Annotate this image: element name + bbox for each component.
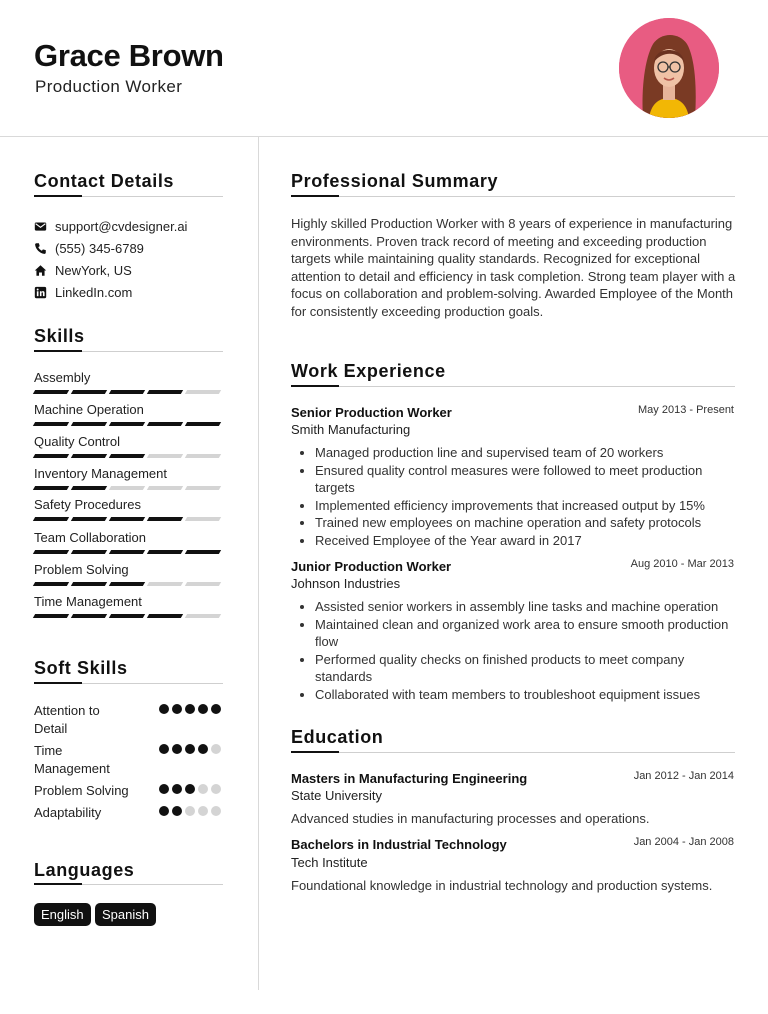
rating-dot	[172, 784, 182, 794]
skill-row	[34, 434, 223, 458]
skill-level-segment	[109, 550, 145, 554]
soft-skill-row	[34, 702, 224, 738]
rating-dot	[185, 806, 195, 816]
languages-heading: Languages	[34, 860, 135, 880]
skill-level-segment	[109, 517, 145, 521]
rating-dot	[211, 784, 221, 794]
list-item: Maintained clean and organized work area to ensure smooth production flow	[297, 616, 737, 651]
skill-level-segment	[185, 614, 221, 618]
phone-icon	[34, 242, 47, 255]
contact-email-text: support@cvdesigner.ai	[55, 219, 188, 234]
summary-heading-rule	[291, 196, 735, 197]
list-item: Performed quality checks on finished products to meet company standards	[297, 651, 737, 686]
skill-level-segment	[185, 454, 221, 458]
skill-level-segment	[185, 422, 221, 426]
job-dates: May 2013 - Present	[638, 404, 734, 416]
contact-email[interactable]	[34, 219, 187, 234]
degree-title: Masters in Manufacturing Engineering	[291, 771, 528, 786]
contact-phone-text: (555) 345-6789	[55, 241, 144, 256]
skills-heading-rule	[34, 351, 223, 352]
skill-level-segment	[71, 582, 107, 586]
language-tag-english: English	[34, 903, 91, 926]
skill-level-segment	[33, 390, 69, 394]
rating-dot	[159, 744, 169, 754]
list-item: Ensured quality control measures were followed to meet production targets	[297, 462, 737, 497]
rating-dot	[198, 806, 208, 816]
skill-level-segment	[109, 390, 145, 394]
list-item: Trained new employees on machine operation and safety protocols	[297, 514, 737, 532]
job-company: Johnson Industries	[291, 576, 401, 591]
job-bullets	[297, 598, 737, 703]
soft-skills-heading: Soft Skills	[34, 658, 128, 678]
skill-row	[34, 466, 223, 490]
skill-level-segment	[71, 390, 107, 394]
degree-description: Foundational knowledge in industrial technology and production systems.	[291, 878, 713, 893]
skill-level-segment	[185, 517, 221, 521]
skill-level-segment	[33, 486, 69, 490]
skill-row	[34, 370, 223, 394]
language-tag-spanish: Spanish	[95, 903, 156, 926]
summary-heading: Professional Summary	[291, 171, 499, 191]
rating-dot	[185, 704, 195, 714]
skill-row	[34, 497, 223, 521]
list-item: Collaborated with team members to troubleshoot equipment issues	[297, 686, 737, 704]
skill-level-segment	[33, 422, 69, 426]
skill-label: Machine Operation	[34, 402, 144, 417]
list-item: Managed production line and supervised team of 20 workers	[297, 444, 737, 462]
school-name: State University	[291, 788, 383, 803]
soft-skill-row	[34, 804, 224, 822]
skill-level-segment	[33, 582, 69, 586]
job-title: Junior Production Worker	[291, 559, 452, 574]
job-dates: Aug 2010 - Mar 2013	[630, 558, 734, 570]
rating-dot	[211, 806, 221, 816]
linkedin-icon	[34, 286, 47, 299]
experience-heading-rule	[291, 386, 735, 387]
rating-dot	[198, 744, 208, 754]
soft-skill-rating	[159, 806, 221, 816]
rating-dot	[159, 784, 169, 794]
rating-dot	[211, 744, 221, 754]
skill-level-segment	[109, 486, 145, 490]
skill-label: Problem Solving	[34, 562, 129, 577]
skill-label: Safety Procedures	[34, 497, 141, 512]
avatar	[619, 18, 719, 118]
column-divider	[258, 137, 259, 990]
skill-level-segment	[71, 517, 107, 521]
home-icon	[34, 264, 47, 277]
skill-level-segment	[71, 614, 107, 618]
skill-level-segment	[109, 422, 145, 426]
skill-level-bar	[34, 550, 223, 554]
soft-skill-rating	[159, 784, 221, 794]
soft-skill-rating	[159, 744, 221, 754]
skill-level-segment	[147, 517, 183, 521]
degree-dates: Jan 2004 - Jan 2008	[633, 836, 734, 848]
skill-level-segment	[147, 486, 183, 490]
soft-skill-label: Attention to Detail	[34, 703, 100, 736]
skill-level-segment	[71, 550, 107, 554]
education-heading: Education	[291, 727, 384, 747]
soft-skill-row	[34, 782, 224, 800]
skill-level-segment	[147, 614, 183, 618]
soft-skill-label: Problem Solving	[34, 783, 129, 798]
skills-heading: Skills	[34, 326, 85, 346]
skill-row	[34, 530, 223, 554]
contact-linkedin-text: LinkedIn.com	[55, 285, 133, 300]
skill-level-segment	[109, 614, 145, 618]
skill-level-segment	[109, 454, 145, 458]
candidate-name: Grace Brown	[34, 38, 224, 73]
rating-dot	[185, 744, 195, 754]
contact-phone[interactable]	[34, 241, 144, 256]
envelope-icon	[34, 220, 47, 233]
skill-row	[34, 402, 223, 426]
degree-description: Advanced studies in manufacturing processes and operations.	[291, 811, 650, 826]
skill-level-segment	[33, 517, 69, 521]
rating-dot	[159, 704, 169, 714]
list-item: Received Employee of the Year award in 2017	[297, 532, 737, 550]
skill-level-segment	[147, 582, 183, 586]
rating-dot	[198, 704, 208, 714]
skill-level-bar	[34, 486, 223, 490]
skill-level-bar	[34, 390, 223, 394]
skill-label: Team Collaboration	[34, 530, 147, 545]
skill-level-segment	[185, 486, 221, 490]
skill-label: Assembly	[34, 370, 91, 385]
skill-level-segment	[71, 422, 107, 426]
rating-dot	[211, 704, 221, 714]
skill-level-segment	[147, 390, 183, 394]
skill-row	[34, 594, 223, 618]
degree-dates: Jan 2012 - Jan 2014	[633, 770, 734, 782]
skill-label: Inventory Management	[34, 466, 167, 481]
soft-skills-heading-rule	[34, 683, 223, 684]
rating-dot	[198, 784, 208, 794]
contact-linkedin[interactable]	[34, 285, 132, 300]
skill-level-segment	[71, 486, 107, 490]
skill-level-segment	[33, 550, 69, 554]
skill-level-bar	[34, 454, 223, 458]
contact-location	[34, 263, 132, 278]
skill-level-segment	[185, 582, 221, 586]
contact-heading: Contact Details	[34, 171, 175, 191]
skill-label: Quality Control	[34, 434, 120, 449]
job-company: Smith Manufacturing	[291, 422, 411, 437]
job-title: Senior Production Worker	[291, 405, 452, 420]
skill-level-segment	[109, 582, 145, 586]
resume-header	[0, 0, 768, 137]
skill-level-segment	[147, 422, 183, 426]
contact-heading-rule	[34, 196, 223, 197]
skill-level-segment	[147, 454, 183, 458]
rating-dot	[172, 704, 182, 714]
skill-level-segment	[33, 454, 69, 458]
skill-level-bar	[34, 614, 223, 618]
skill-label: Time Management	[34, 594, 142, 609]
experience-heading: Work Experience	[291, 361, 446, 381]
skill-level-segment	[71, 454, 107, 458]
degree-title: Bachelors in Industrial Technology	[291, 837, 507, 852]
soft-skill-label: Time Management	[34, 743, 110, 776]
rating-dot	[172, 744, 182, 754]
skill-level-bar	[34, 582, 223, 586]
rating-dot	[185, 784, 195, 794]
contact-location-text: NewYork, US	[55, 263, 132, 278]
soft-skill-row	[34, 742, 224, 778]
soft-skill-label: Adaptability	[34, 805, 102, 820]
rating-dot	[172, 806, 182, 816]
list-item: Implemented efficiency improvements that increased output by 15%	[297, 497, 737, 515]
skill-row	[34, 562, 223, 586]
skill-level-segment	[147, 550, 183, 554]
rating-dot	[159, 806, 169, 816]
skill-level-segment	[185, 390, 221, 394]
list-item: Assisted senior workers in assembly line tasks and machine operation	[297, 598, 737, 616]
skill-level-segment	[185, 550, 221, 554]
job-bullets	[297, 444, 737, 549]
summary-text: Highly skilled Production Worker with 8 years of experience in manufacturing environments. Proven track record of meeting and exceeding production targets while maintaining quality standards. Recognized for exceptional attention to detail and efficiency in task completion. Strong team player with a focus on collaboration and problem-solving. Awarded Employee of the Month for consistently exceeding production goals.	[291, 216, 736, 319]
skill-level-segment	[33, 614, 69, 618]
soft-skill-rating	[159, 704, 221, 714]
skill-level-bar	[34, 517, 223, 521]
skill-level-bar	[34, 422, 223, 426]
education-heading-rule	[291, 752, 735, 753]
candidate-title: Production Worker	[35, 77, 183, 96]
school-name: Tech Institute	[291, 855, 368, 870]
languages-heading-rule	[34, 884, 223, 885]
